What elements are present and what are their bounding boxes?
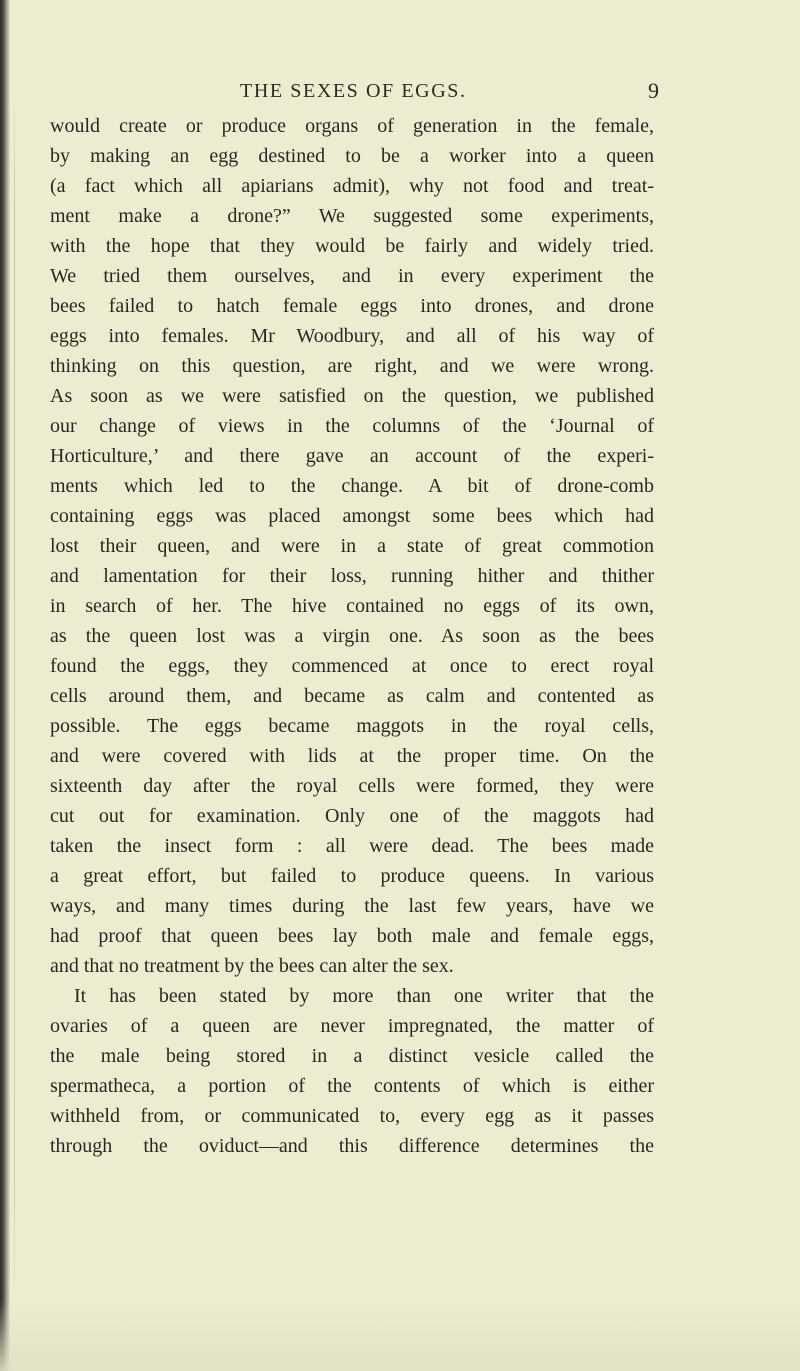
- text-line: cells around them, and became as calm and contented as: [50, 685, 654, 707]
- text-line: and lamentation for their loss, running hither and thither: [50, 565, 654, 587]
- text-line: lost their queen, and were in a state of great commotion: [50, 535, 654, 557]
- page-bottom-shade: [0, 1301, 800, 1371]
- text-line: by making an egg destined to be a worker into a queen: [50, 145, 654, 167]
- text-line: Horticulture,’ and there gave an account of the experi-: [50, 445, 654, 467]
- text-line: We tried them ourselves, and in every experiment the: [50, 265, 654, 287]
- text-line-paragraph-end: and that no treatment by the bees can alter the sex.: [50, 955, 454, 977]
- book-spine-shadow: [0, 0, 10, 1371]
- text-line: containing eggs was placed amongst some bees which had: [50, 505, 654, 527]
- text-line: would create or produce organs of generation in the female,: [50, 115, 654, 137]
- text-line: the male being stored in a distinct vesicle called the: [50, 1045, 654, 1067]
- text-line: in search of her. The hive contained no eggs of its own,: [50, 595, 654, 617]
- text-line: our change of views in the columns of the ‘Journal of: [50, 415, 654, 437]
- text-line: and were covered with lids at the proper time. On the: [50, 745, 654, 767]
- text-line: had proof that queen bees lay both male and female eggs,: [50, 925, 654, 947]
- text-line: as the queen lost was a virgin one. As soon as the bees: [50, 625, 654, 647]
- text-line: eggs into females. Mr Woodbury, and all of his way of: [50, 325, 654, 347]
- text-line: taken the insect form : all were dead. The bees made: [50, 835, 654, 857]
- text-line-paragraph-start: It has been stated by more than one writer that the: [74, 985, 654, 1007]
- text-line: possible. The eggs became maggots in the royal cells,: [50, 715, 654, 737]
- text-line: a great effort, but failed to produce queens. In various: [50, 865, 654, 887]
- text-line: thinking on this question, are right, and we were wrong.: [50, 355, 654, 377]
- text-line: cut out for examination. Only one of the maggots had: [50, 805, 654, 827]
- gutter-shadow: [14, 90, 15, 1310]
- text-line: withheld from, or communicated to, every egg as it passes: [50, 1105, 654, 1127]
- running-head-title: THE SEXES OF EGGS.: [240, 80, 467, 102]
- text-line: found the eggs, they commenced at once to erect royal: [50, 655, 654, 677]
- text-line: ment make a drone?” We suggested some experiments,: [50, 205, 654, 227]
- page-number: 9: [648, 78, 659, 103]
- text-line: bees failed to hatch female eggs into drones, and drone: [50, 295, 654, 317]
- text-line: ovaries of a queen are never impregnated, the matter of: [50, 1015, 654, 1037]
- text-line: spermatheca, a portion of the contents of which is either: [50, 1075, 654, 1097]
- text-line: As soon as we were satisfied on the question, we published: [50, 385, 654, 407]
- text-line: (a fact which all apiarians admit), why not food and treat-: [50, 175, 654, 197]
- text-line: ments which led to the change. A bit of drone-comb: [50, 475, 654, 497]
- text-line: with the hope that they would be fairly and widely tried.: [50, 235, 654, 257]
- text-line: ways, and many times during the last few years, have we: [50, 895, 654, 917]
- text-line: through the oviduct—and this difference determines the: [50, 1135, 654, 1157]
- text-line: sixteenth day after the royal cells were formed, they were: [50, 775, 654, 797]
